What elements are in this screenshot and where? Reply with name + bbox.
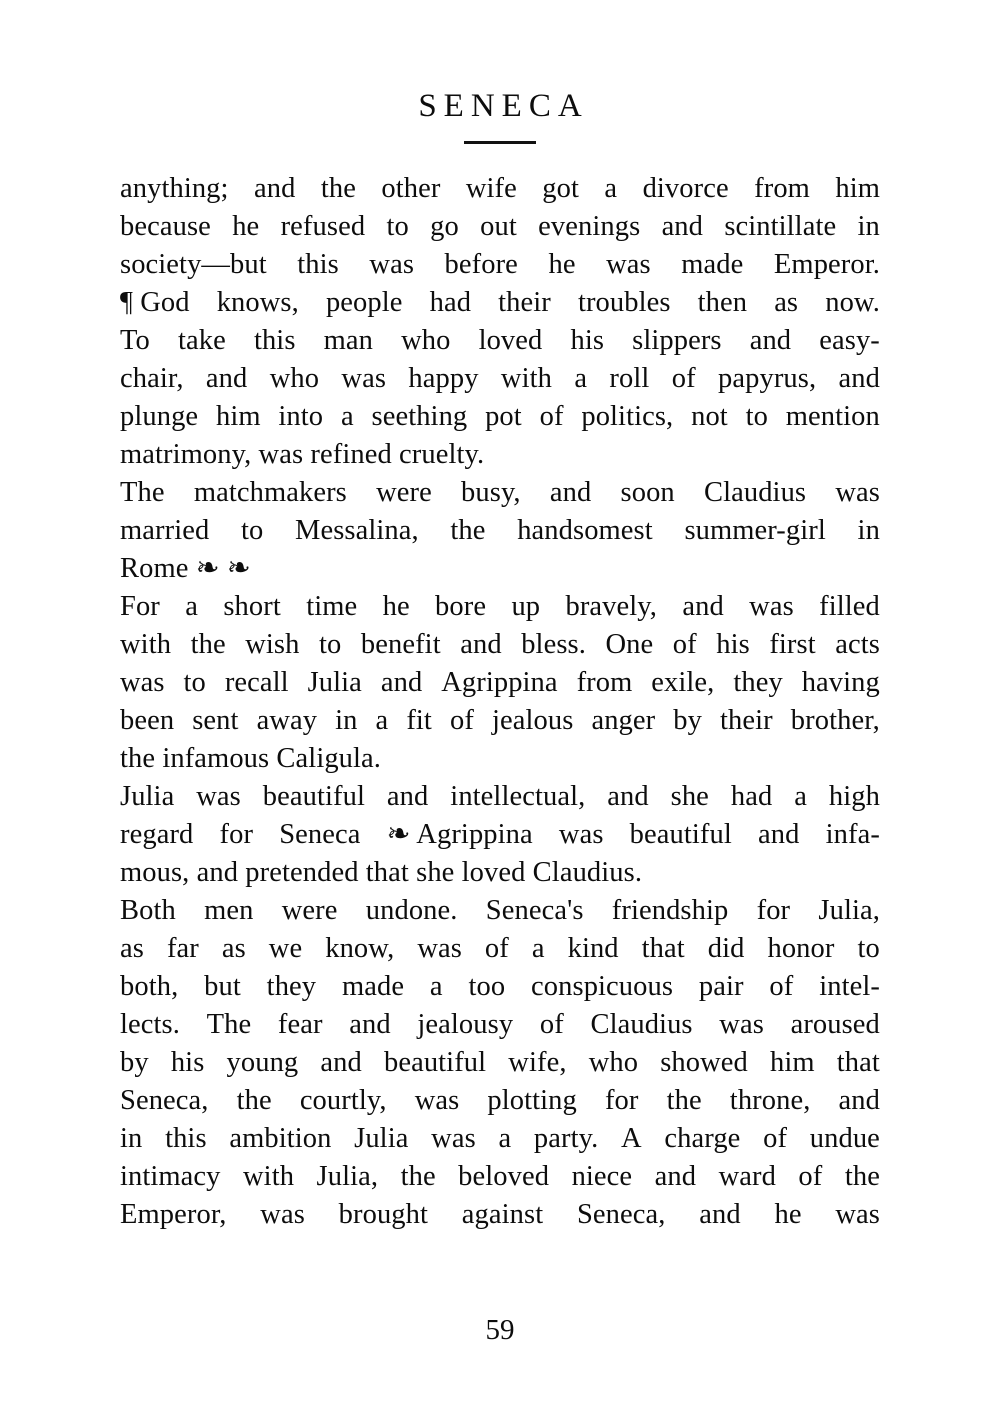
- paragraph: [120, 588, 880, 778]
- word: plunge: [120, 401, 199, 432]
- word: anger: [591, 705, 656, 736]
- word: was: [606, 249, 651, 280]
- word: roll: [609, 363, 650, 394]
- word: and: [320, 1047, 362, 1078]
- word: before: [444, 249, 518, 280]
- word: of: [769, 971, 794, 1002]
- word: married: [120, 515, 210, 546]
- word: easy-: [819, 325, 880, 356]
- word: from: [576, 667, 633, 698]
- word: Claudius: [590, 1009, 693, 1040]
- word: filled: [819, 591, 880, 622]
- word: to: [386, 211, 409, 242]
- word: fear: [277, 1009, 323, 1040]
- word: was: [196, 781, 241, 812]
- word: up: [511, 591, 541, 622]
- word: conspicuous: [531, 971, 674, 1002]
- text-container: [120, 170, 880, 1234]
- word: a: [375, 705, 389, 736]
- word: and: [838, 363, 880, 394]
- text-line: [120, 1120, 880, 1158]
- word: recall: [224, 667, 289, 698]
- word: Both: [120, 895, 176, 926]
- word: he: [232, 211, 260, 242]
- word: of: [798, 1161, 823, 1192]
- word: wife,: [508, 1047, 567, 1078]
- word: lects.: [120, 1009, 180, 1040]
- word: a: [185, 591, 198, 622]
- word: wife: [465, 173, 517, 204]
- word: For: [120, 591, 160, 622]
- word: ¶ God: [120, 287, 190, 318]
- word: of: [671, 363, 696, 394]
- word: fit: [406, 705, 432, 736]
- word: and: [549, 477, 592, 508]
- text-line: the infamous Caligula.: [120, 743, 382, 774]
- word: to: [745, 401, 768, 432]
- word: that: [641, 933, 685, 964]
- word: intel-: [819, 971, 880, 1002]
- page-number: 59: [485, 1314, 515, 1346]
- text-line: [120, 1006, 880, 1044]
- word: against: [461, 1199, 544, 1230]
- text-line: [120, 1196, 880, 1234]
- word: beautiful: [262, 781, 365, 812]
- word: of: [763, 1123, 788, 1154]
- word: they: [266, 971, 317, 1002]
- word: as: [120, 933, 144, 964]
- word: and: [460, 629, 502, 660]
- word: bravely,: [565, 591, 658, 622]
- text-line: [120, 778, 880, 816]
- word: was: [835, 1199, 880, 1230]
- word: benefit: [360, 629, 441, 660]
- word: both,: [120, 971, 179, 1002]
- word: Julia: [120, 781, 175, 812]
- word: Julia,: [818, 895, 880, 926]
- text-line: [120, 360, 880, 398]
- word: Seneca,: [120, 1085, 209, 1116]
- text-line: [120, 474, 880, 512]
- word: and: [654, 1161, 697, 1192]
- word: with: [243, 1161, 295, 1192]
- word: was: [341, 363, 387, 394]
- word: ❧ Agrippina: [386, 819, 533, 850]
- book-page: [0, 88, 1000, 1425]
- word: the: [320, 173, 356, 204]
- word: handsomest: [517, 515, 653, 546]
- word: knows,: [216, 287, 299, 318]
- word: was: [719, 1009, 764, 1040]
- word: papyrus,: [718, 363, 817, 394]
- word: was: [120, 667, 165, 698]
- word: time: [306, 591, 358, 622]
- word: from: [754, 173, 810, 204]
- word: a: [498, 1123, 512, 1154]
- text-line: [120, 626, 880, 664]
- word: made: [341, 971, 405, 1002]
- word: out: [480, 211, 517, 242]
- word: kind: [567, 933, 619, 964]
- word: him: [770, 1047, 815, 1078]
- word: too: [468, 971, 506, 1002]
- running-head: SENECA: [418, 88, 589, 124]
- word: that: [836, 1047, 880, 1078]
- word: infa-: [825, 819, 880, 850]
- text-line: matrimony, was refined cruelty.: [120, 439, 485, 470]
- word: slippers: [632, 325, 722, 356]
- word: in: [120, 1123, 143, 1154]
- word: to: [183, 667, 206, 698]
- word: he: [548, 249, 576, 280]
- word: plotting: [487, 1085, 577, 1116]
- word: high: [828, 781, 880, 812]
- word: and: [682, 591, 724, 622]
- word: Julia: [307, 667, 362, 698]
- text-line: [120, 1082, 880, 1120]
- text-line: mous, and pretended that she loved Claudius.: [120, 857, 643, 888]
- word: got: [542, 173, 579, 204]
- word: bless.: [521, 629, 586, 660]
- word: politics,: [581, 401, 674, 432]
- word: who: [401, 325, 451, 356]
- word: and: [607, 781, 649, 812]
- word: Seneca: [279, 819, 361, 850]
- word: with: [500, 363, 552, 394]
- word: party.: [533, 1123, 599, 1154]
- word: and: [838, 1085, 880, 1116]
- word: a: [531, 933, 545, 964]
- word: undone.: [365, 895, 458, 926]
- word: was: [749, 591, 794, 622]
- text-line: [120, 702, 880, 740]
- text-line: [120, 968, 880, 1006]
- word: pot: [485, 401, 522, 432]
- word: happy: [408, 363, 479, 394]
- word: seething: [371, 401, 468, 432]
- word: and: [380, 667, 423, 698]
- word: were: [281, 895, 338, 926]
- word: and: [758, 819, 800, 850]
- word: was: [431, 1123, 476, 1154]
- word: ward: [718, 1161, 776, 1192]
- word: for: [219, 819, 254, 850]
- word: showed: [660, 1047, 748, 1078]
- word: refused: [280, 211, 366, 242]
- word: was: [558, 819, 604, 850]
- word: pair: [698, 971, 744, 1002]
- word: brother,: [790, 705, 880, 736]
- word: Emperor,: [120, 1199, 227, 1230]
- word: bore: [435, 591, 487, 622]
- word: was: [369, 249, 415, 280]
- word: mention: [785, 401, 880, 432]
- text-line: [120, 588, 880, 626]
- word: busy,: [461, 477, 521, 508]
- word: charge: [664, 1123, 741, 1154]
- word: wish: [245, 629, 300, 660]
- word: Seneca's: [485, 895, 584, 926]
- text-line: [120, 892, 880, 930]
- text-line: [120, 816, 880, 854]
- word: niece: [571, 1161, 633, 1192]
- word: his: [570, 325, 605, 356]
- word: evenings: [538, 211, 641, 242]
- word: people: [325, 287, 403, 318]
- word: was: [414, 1085, 460, 1116]
- word: and: [349, 1009, 391, 1040]
- text-line: [120, 1044, 880, 1082]
- word: the: [190, 629, 226, 660]
- word: for: [604, 1085, 639, 1116]
- word: they: [733, 667, 783, 698]
- word: brought: [338, 1199, 429, 1230]
- word: to: [319, 629, 342, 660]
- text-line: [120, 398, 880, 436]
- word: and: [253, 173, 296, 204]
- word: and: [386, 781, 429, 812]
- word: as: [221, 933, 246, 964]
- word: short: [223, 591, 281, 622]
- paragraph: [120, 474, 880, 588]
- word: intellectual,: [450, 781, 586, 812]
- paragraph: [120, 892, 880, 1234]
- word: anything;: [120, 173, 229, 204]
- word: and: [661, 211, 704, 242]
- word: had: [730, 781, 773, 812]
- word: To: [120, 325, 150, 356]
- word: Messalina,: [295, 515, 419, 546]
- word: because: [120, 211, 211, 242]
- word: Julia: [354, 1123, 409, 1154]
- word: him: [835, 173, 880, 204]
- word: away: [256, 705, 318, 736]
- word: jealousy: [417, 1009, 514, 1040]
- word: Julia,: [316, 1161, 379, 1192]
- word: with: [120, 629, 172, 660]
- word: the: [236, 1085, 272, 1116]
- word: divorce: [642, 173, 729, 204]
- word: who: [588, 1047, 639, 1078]
- paragraph: [120, 284, 880, 474]
- word: One: [605, 629, 654, 660]
- paragraph: [120, 778, 880, 892]
- word: jealous: [491, 705, 574, 736]
- word: intimacy: [120, 1161, 221, 1192]
- word: in: [857, 211, 880, 242]
- word: did: [707, 933, 745, 964]
- word: this: [253, 325, 296, 356]
- word: in: [857, 515, 880, 546]
- word: him: [215, 401, 261, 432]
- word: of: [450, 705, 474, 736]
- word: having: [801, 667, 880, 698]
- word: this: [165, 1123, 207, 1154]
- word: their: [720, 705, 773, 736]
- word: been: [120, 705, 175, 736]
- word: chair,: [120, 363, 184, 394]
- word: we: [268, 933, 303, 964]
- word: A: [621, 1123, 642, 1154]
- text-line: [120, 246, 880, 284]
- text-line: [120, 664, 880, 702]
- word: not: [691, 401, 728, 432]
- word: Seneca,: [576, 1199, 666, 1230]
- word: of: [484, 933, 509, 964]
- word: The: [206, 1009, 252, 1040]
- word: men: [204, 895, 254, 926]
- word: his: [716, 629, 750, 660]
- word: had: [429, 287, 472, 318]
- word: regard: [120, 819, 194, 850]
- word: Agrippina: [441, 667, 558, 698]
- word: exile,: [651, 667, 715, 698]
- word: were: [376, 477, 432, 508]
- word: their: [498, 287, 551, 318]
- word: know,: [325, 933, 395, 964]
- word: a: [340, 401, 354, 432]
- word: The: [120, 477, 165, 508]
- text-line: [120, 1158, 880, 1196]
- word: beautiful: [629, 819, 732, 850]
- word: then: [697, 287, 748, 318]
- word: his: [170, 1047, 205, 1078]
- word: ambition: [229, 1123, 332, 1154]
- word: of: [539, 1009, 564, 1040]
- text-line: [120, 208, 880, 246]
- word: first: [769, 629, 816, 660]
- word: troubles: [577, 287, 671, 318]
- word: to: [857, 933, 880, 964]
- word: was: [260, 1199, 305, 1230]
- word: courtly,: [299, 1085, 387, 1116]
- word: as: [774, 287, 799, 318]
- word: summer-girl: [684, 515, 826, 546]
- word: sent: [192, 705, 239, 736]
- word: beautiful: [383, 1047, 487, 1078]
- word: in: [335, 705, 358, 736]
- word: the: [844, 1161, 880, 1192]
- word: now.: [825, 287, 880, 318]
- page-body: [120, 170, 880, 1234]
- word: the: [666, 1085, 702, 1116]
- word: loved: [478, 325, 543, 356]
- word: a: [794, 781, 807, 812]
- word: take: [177, 325, 226, 356]
- word: a: [429, 971, 443, 1002]
- word: honor: [767, 933, 835, 964]
- word: aroused: [790, 1009, 880, 1040]
- word: friendship: [611, 895, 729, 926]
- word: of: [672, 629, 697, 660]
- word: who: [269, 363, 320, 394]
- word: Claudius: [703, 477, 807, 508]
- word: into: [278, 401, 324, 432]
- word: to: [241, 515, 264, 546]
- word: matchmakers: [193, 477, 347, 508]
- word: the: [450, 515, 486, 546]
- word: society—but: [120, 249, 267, 280]
- text-line: [120, 512, 880, 550]
- paragraph: [120, 170, 880, 284]
- text-line: [120, 170, 880, 208]
- word: other: [381, 173, 441, 204]
- text-line: Rome ❧ ❧: [120, 553, 251, 584]
- word: he: [774, 1199, 802, 1230]
- word: young: [226, 1047, 299, 1078]
- word: soon: [620, 477, 675, 508]
- word: a: [604, 173, 618, 204]
- word: and: [749, 325, 792, 356]
- word: Emperor.: [773, 249, 880, 280]
- text-line: [120, 284, 880, 322]
- word: but: [204, 971, 241, 1002]
- word: by: [120, 1047, 149, 1078]
- header-rule: [464, 141, 536, 144]
- word: a: [574, 363, 588, 394]
- word: this: [297, 249, 339, 280]
- text-line: [120, 322, 880, 360]
- word: man: [323, 325, 373, 356]
- word: the: [400, 1161, 436, 1192]
- word: was: [835, 477, 880, 508]
- word: she: [670, 781, 709, 812]
- word: go: [430, 211, 459, 242]
- word: and: [699, 1199, 741, 1230]
- word: for: [756, 895, 791, 926]
- word: was: [417, 933, 462, 964]
- word: he: [382, 591, 410, 622]
- word: throne,: [729, 1085, 811, 1116]
- word: far: [166, 933, 199, 964]
- word: acts: [835, 629, 880, 660]
- word: of: [539, 401, 564, 432]
- word: scintillate: [724, 211, 837, 242]
- word: made: [681, 249, 744, 280]
- word: undue: [809, 1123, 880, 1154]
- word: beloved: [458, 1161, 550, 1192]
- word: by: [673, 705, 702, 736]
- word: and: [205, 363, 248, 394]
- text-line: [120, 930, 880, 968]
